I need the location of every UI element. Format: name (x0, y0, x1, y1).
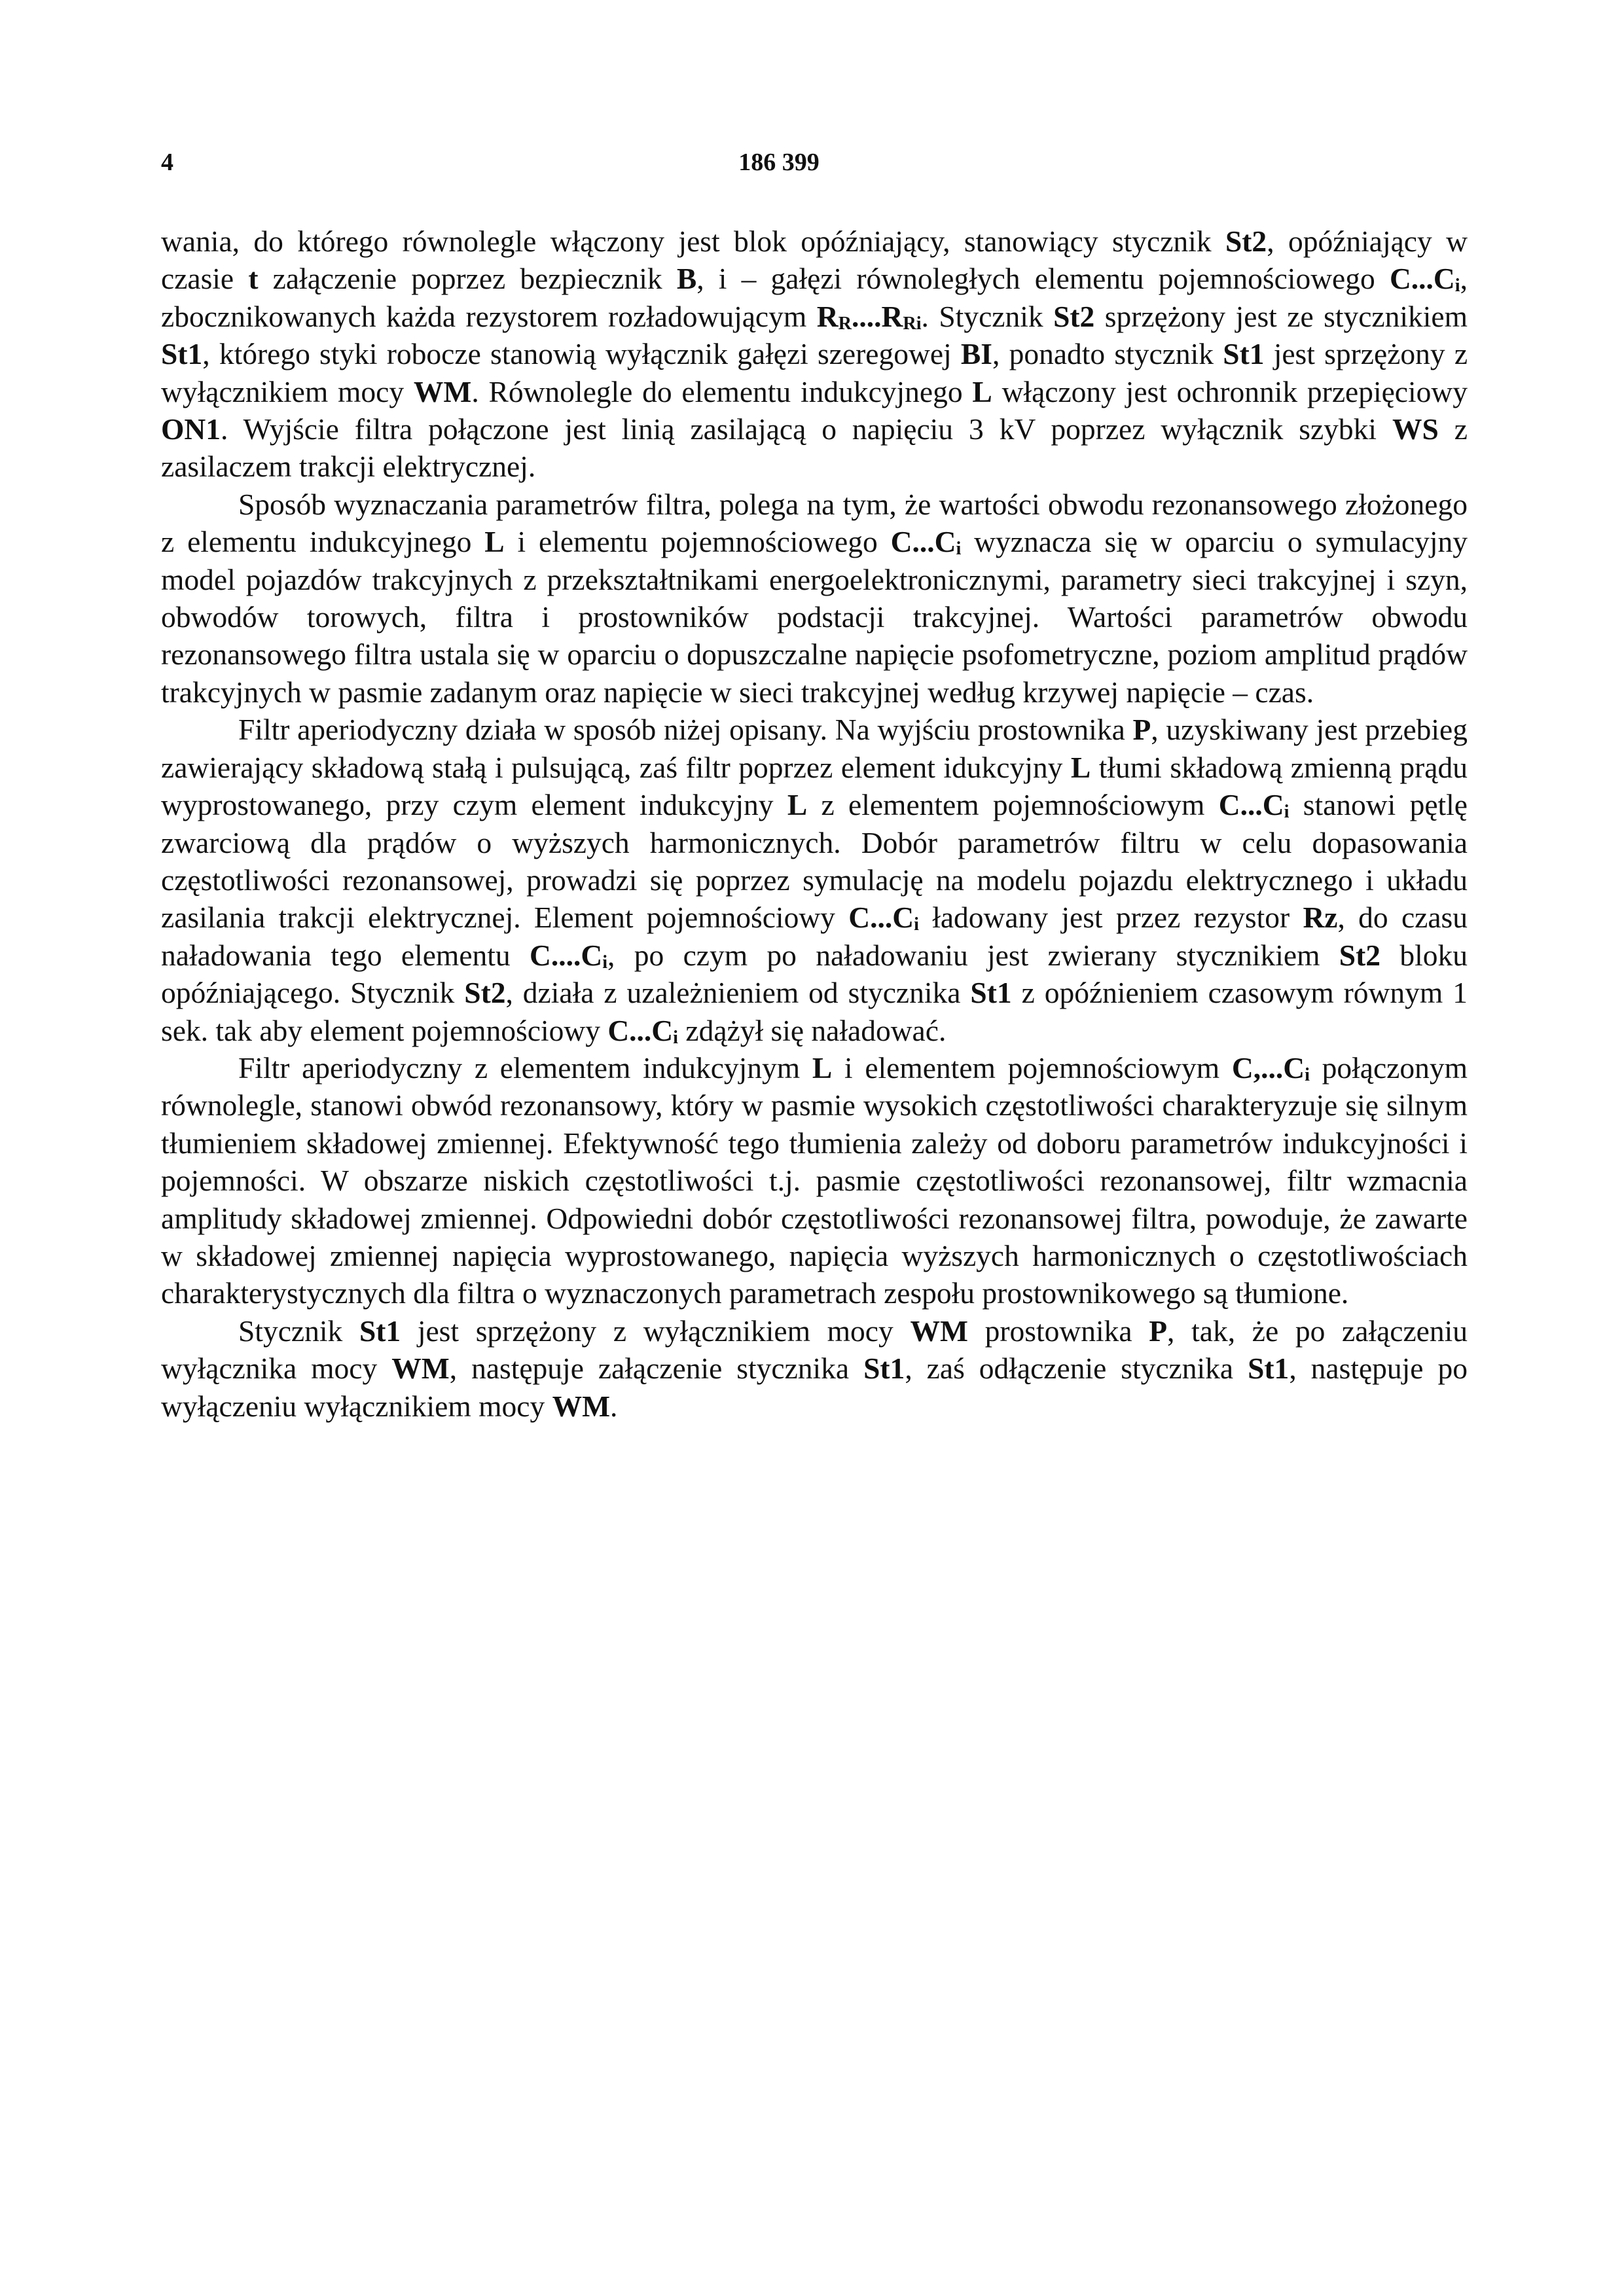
text-run: . (610, 1389, 618, 1423)
subscript: i (1454, 276, 1460, 296)
text-run: , działa z uzależnieniem od stycznika (505, 976, 971, 1010)
text-run: z opóźnieniem czasowym równym 1 sek. tak aby element pojemnościowy (161, 976, 1468, 1047)
text-run: , ponadto stycznik (992, 337, 1223, 371)
subscript: i (1305, 1065, 1310, 1086)
text-run: tłumi składową zmienną prądu wyprostowanego, przy czym element indukcyjny (161, 750, 1468, 822)
subscript: i (956, 539, 962, 560)
patent-number: 186 399 (738, 149, 820, 176)
bold-term: ....R (851, 299, 903, 333)
bold-term: St2 (1225, 224, 1267, 258)
bold-term: ON1 (161, 412, 221, 446)
text-run: i elementu pojemnościowego (504, 525, 891, 559)
bold-term: St2 (1053, 299, 1095, 333)
bold-term: St2 (1339, 938, 1381, 972)
bold-term: St1 (1248, 1352, 1290, 1386)
subscript: R (838, 314, 852, 334)
text-run: ładowany jest przez rezystor (918, 901, 1303, 935)
text-run: , uzyskiwany jest przebieg zawierający składową stałą i pulsującą, zaś filtr poprzez element idukcyjny (161, 713, 1468, 784)
text-run: , i – gałęzi równoległych elementu pojemnościowego (696, 262, 1390, 296)
subscript: i (673, 1027, 679, 1048)
paragraph (161, 711, 1468, 1049)
paragraph (161, 486, 1468, 711)
text-run: , następuje załączenie stycznika (449, 1352, 864, 1386)
text-run: Filtr aperiodyczny działa w sposób niżej opisany. Na wyjściu prostownika (238, 713, 1133, 747)
subscript: i (602, 952, 608, 973)
paragraph (161, 1312, 1468, 1425)
text-run: Stycznik (238, 1314, 359, 1348)
text-run: , do czasu naładowania tego elementu (161, 901, 1468, 972)
text-run: , po czym po naładowaniu jest zwierany stycznikiem (607, 938, 1339, 972)
text-run: , zaś odłączenie stycznika (905, 1352, 1248, 1386)
text-run: i elementem pojemnościowym (832, 1050, 1232, 1085)
text-run: , następuje po wyłączeniu wyłącznikiem mocy (161, 1352, 1468, 1423)
bold-term: L (787, 788, 808, 822)
bold-term: St1 (863, 1352, 905, 1386)
bold-term: WM (910, 1314, 968, 1348)
text-run: , zbocznikowanych każda rezystorem rozładowującym (161, 262, 1468, 333)
text-run: prostownika (967, 1314, 1149, 1348)
bold-term: P (1132, 713, 1151, 747)
text-run: Filtr aperiodyczny z elementem indukcyjnym (238, 1050, 812, 1085)
text-run: z elementem pojemnościowym (807, 788, 1219, 822)
bold-term: St1 (359, 1314, 401, 1348)
bold-term: P (1149, 1314, 1168, 1348)
document-body (161, 223, 1468, 1425)
bold-term: WM (391, 1352, 450, 1386)
text-run: . Stycznik (921, 299, 1054, 333)
bold-term: Rz (1303, 901, 1338, 935)
text-run: sprzężony jest ze stycznikiem (1094, 299, 1468, 333)
text-run: , tak, że po załączeniu wyłącznika mocy (161, 1314, 1468, 1386)
paragraph (161, 1049, 1468, 1312)
paragraph (161, 223, 1468, 486)
text-run: jest sprzężony z wyłącznikiem mocy (161, 337, 1468, 408)
text-run: bloku opóźniającego. Stycznik (161, 938, 1468, 1010)
bold-term: BI (960, 337, 992, 371)
bold-term: C...C (848, 901, 914, 935)
bold-term: St1 (970, 976, 1012, 1010)
bold-term: t (248, 262, 259, 296)
subscript: i (1284, 802, 1290, 823)
text-run: , którego styki robocze stanowią wyłącznik gałęzi szeregowej (202, 337, 961, 371)
text-run: Sposób wyznaczania parametrów filtra, polega na tym, że wartości obwodu rezonansowego złożonego z elementu indukcyjnego (161, 487, 1468, 559)
page-number: 4 (161, 149, 173, 176)
text-run: załączenie poprzez bezpiecznik (258, 262, 677, 296)
bold-term: St1 (1223, 337, 1265, 371)
text-run: zdążył się naładować. (678, 1013, 947, 1047)
bold-term: L (1070, 750, 1091, 784)
bold-term: C...C (1218, 788, 1284, 822)
text-run: , opóźniający w czasie (161, 224, 1468, 296)
bold-term: R (816, 299, 839, 333)
subscript: Ri (903, 314, 922, 334)
text-run: włączony jest ochronnik przepięciowy (992, 374, 1468, 408)
bold-term: C....C (529, 938, 603, 972)
bold-term: L (972, 374, 992, 408)
bold-term: L (484, 525, 505, 559)
text-run: jest sprzężony z wyłącznikiem mocy (401, 1314, 911, 1348)
bold-term: WM (413, 374, 472, 408)
bold-term: WM (552, 1389, 611, 1423)
text-run: połączonym równolegle, stanowi obwód rezonansowy, który w pasmie wysokich częstotliwości charakteryzuje się silnym tłumieniem składowej zmiennej. Efektywność tego tłumienia zależy od doboru parametrów indukcyjności i pojemności. W obszarze niskich częstotliwości t.j. pasmie częstotliwości rezonansowej, filtr wzmacnia amplitudy składowej zmiennej. Odpowiedni dobór częstotliwości rezonansowej filtra, powoduje, że zawarte w składowej zmiennej napięcia wyprostowanego, napięcia wyższych harmonicznych o częstotliwościach charakterystycznych dla filtra o wyznaczonych parametrach zespołu prostownikowego są tłumione. (161, 1050, 1468, 1310)
bold-term: L (812, 1050, 833, 1085)
subscript: i (914, 914, 919, 935)
bold-term: St2 (464, 976, 506, 1010)
text-run: wyznacza się w oparciu o symulacyjny model pojazdów trakcyjnych z przekształtnikami energoelektronicznymi, parametry sieci trakcyjnej i szyn, obwodów torowych, filtra i prostowników podstacji trakcyjnej. Wartości parametrów obwodu rezonansowego filtra ustala się w oparciu o dopuszczalne napięcie psofometryczne, poziom amplitud prądów trakcyjnych w pasmie zadanym oraz napięcie w sieci trakcyjnej według krzywej napięcie – czas. (161, 525, 1468, 709)
bold-term: St1 (161, 337, 203, 371)
text-run: z zasilaczem trakcji elektrycznej. (161, 412, 1468, 484)
bold-term: B (676, 262, 697, 296)
text-run: stanowi pętlę zwarciową dla prądów o wyższych harmonicznych. Dobór parametrów filtru w celu dopasowania częstotliwości rezonansowej, prowadzi się poprzez symulację na modelu pojazdu elektrycznego i układu zasilania trakcji elektrycznej. Element pojemnościowy (161, 788, 1468, 935)
bold-term: C...C (607, 1013, 674, 1047)
bold-term: C,...C (1231, 1050, 1305, 1085)
text-run: . Wyjście filtra połączone jest linią zasilającą o napięciu 3 kV poprzez wyłącznik szybki (221, 412, 1393, 446)
bold-term: C...C (890, 525, 956, 559)
bold-term: WS (1392, 412, 1439, 446)
text-run: . Równolegle do elementu indukcyjnego (471, 374, 973, 408)
bold-term: C...C (1389, 262, 1455, 296)
text-run: wania, do którego równolegle włączony jest blok opóźniający, stanowiący stycznik (161, 224, 1225, 258)
